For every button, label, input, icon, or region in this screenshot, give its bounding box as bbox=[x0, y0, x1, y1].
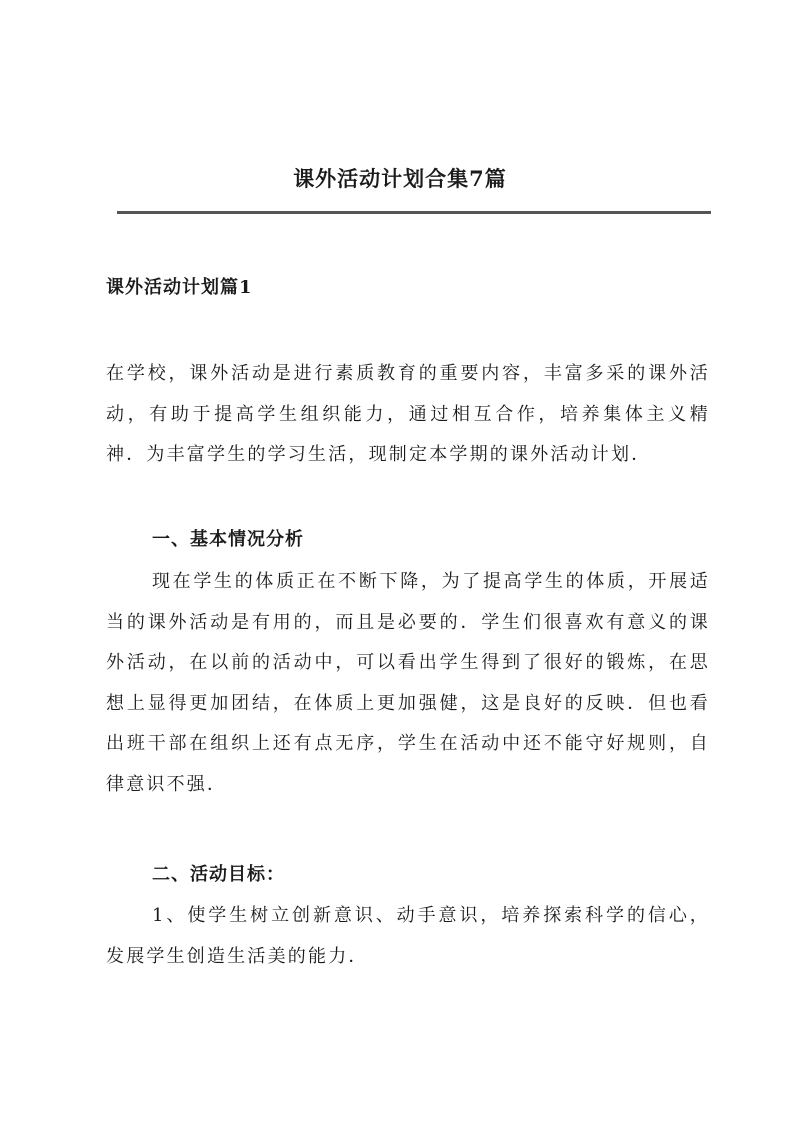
subheading-activity-goals: 二、活动目标： bbox=[152, 864, 285, 885]
title-divider bbox=[117, 211, 711, 214]
paragraph-basic-analysis: 现在学生的体质正在不断下降，为了提高学生的体质，开展适当的课外活动是有用的，而且是必要的．学生们很喜欢有意义的课外活动，在以前的活动中，可以看出学生得到了很好的锻炼，在思想上显得更加团结，在体质上更加强健，这是良好的反映．但也看出班干部在组织上还有点无序，学生在活动中还不能守好规则，自律意识不强． bbox=[106, 571, 710, 795]
paragraph-activity-goals: 1、使学生树立创新意识、动手意识，培养探索科学的信心，发展学生创造生活美的能力． bbox=[106, 905, 710, 967]
intro-paragraph: 在学校，课外活动是进行素质教育的重要内容，丰富多采的课外活动，有助于提高学生组织能力，通过相互合作，培养集体主义精神．为丰富学生的学习生活，现制定本学期的课外活动计划． bbox=[106, 363, 710, 465]
section-heading: 课外活动计划篇1 bbox=[106, 277, 253, 298]
document-title: 课外活动计划合集7篇 bbox=[293, 166, 507, 191]
subheading-basic-analysis: 一、基本情况分析 bbox=[152, 529, 304, 550]
